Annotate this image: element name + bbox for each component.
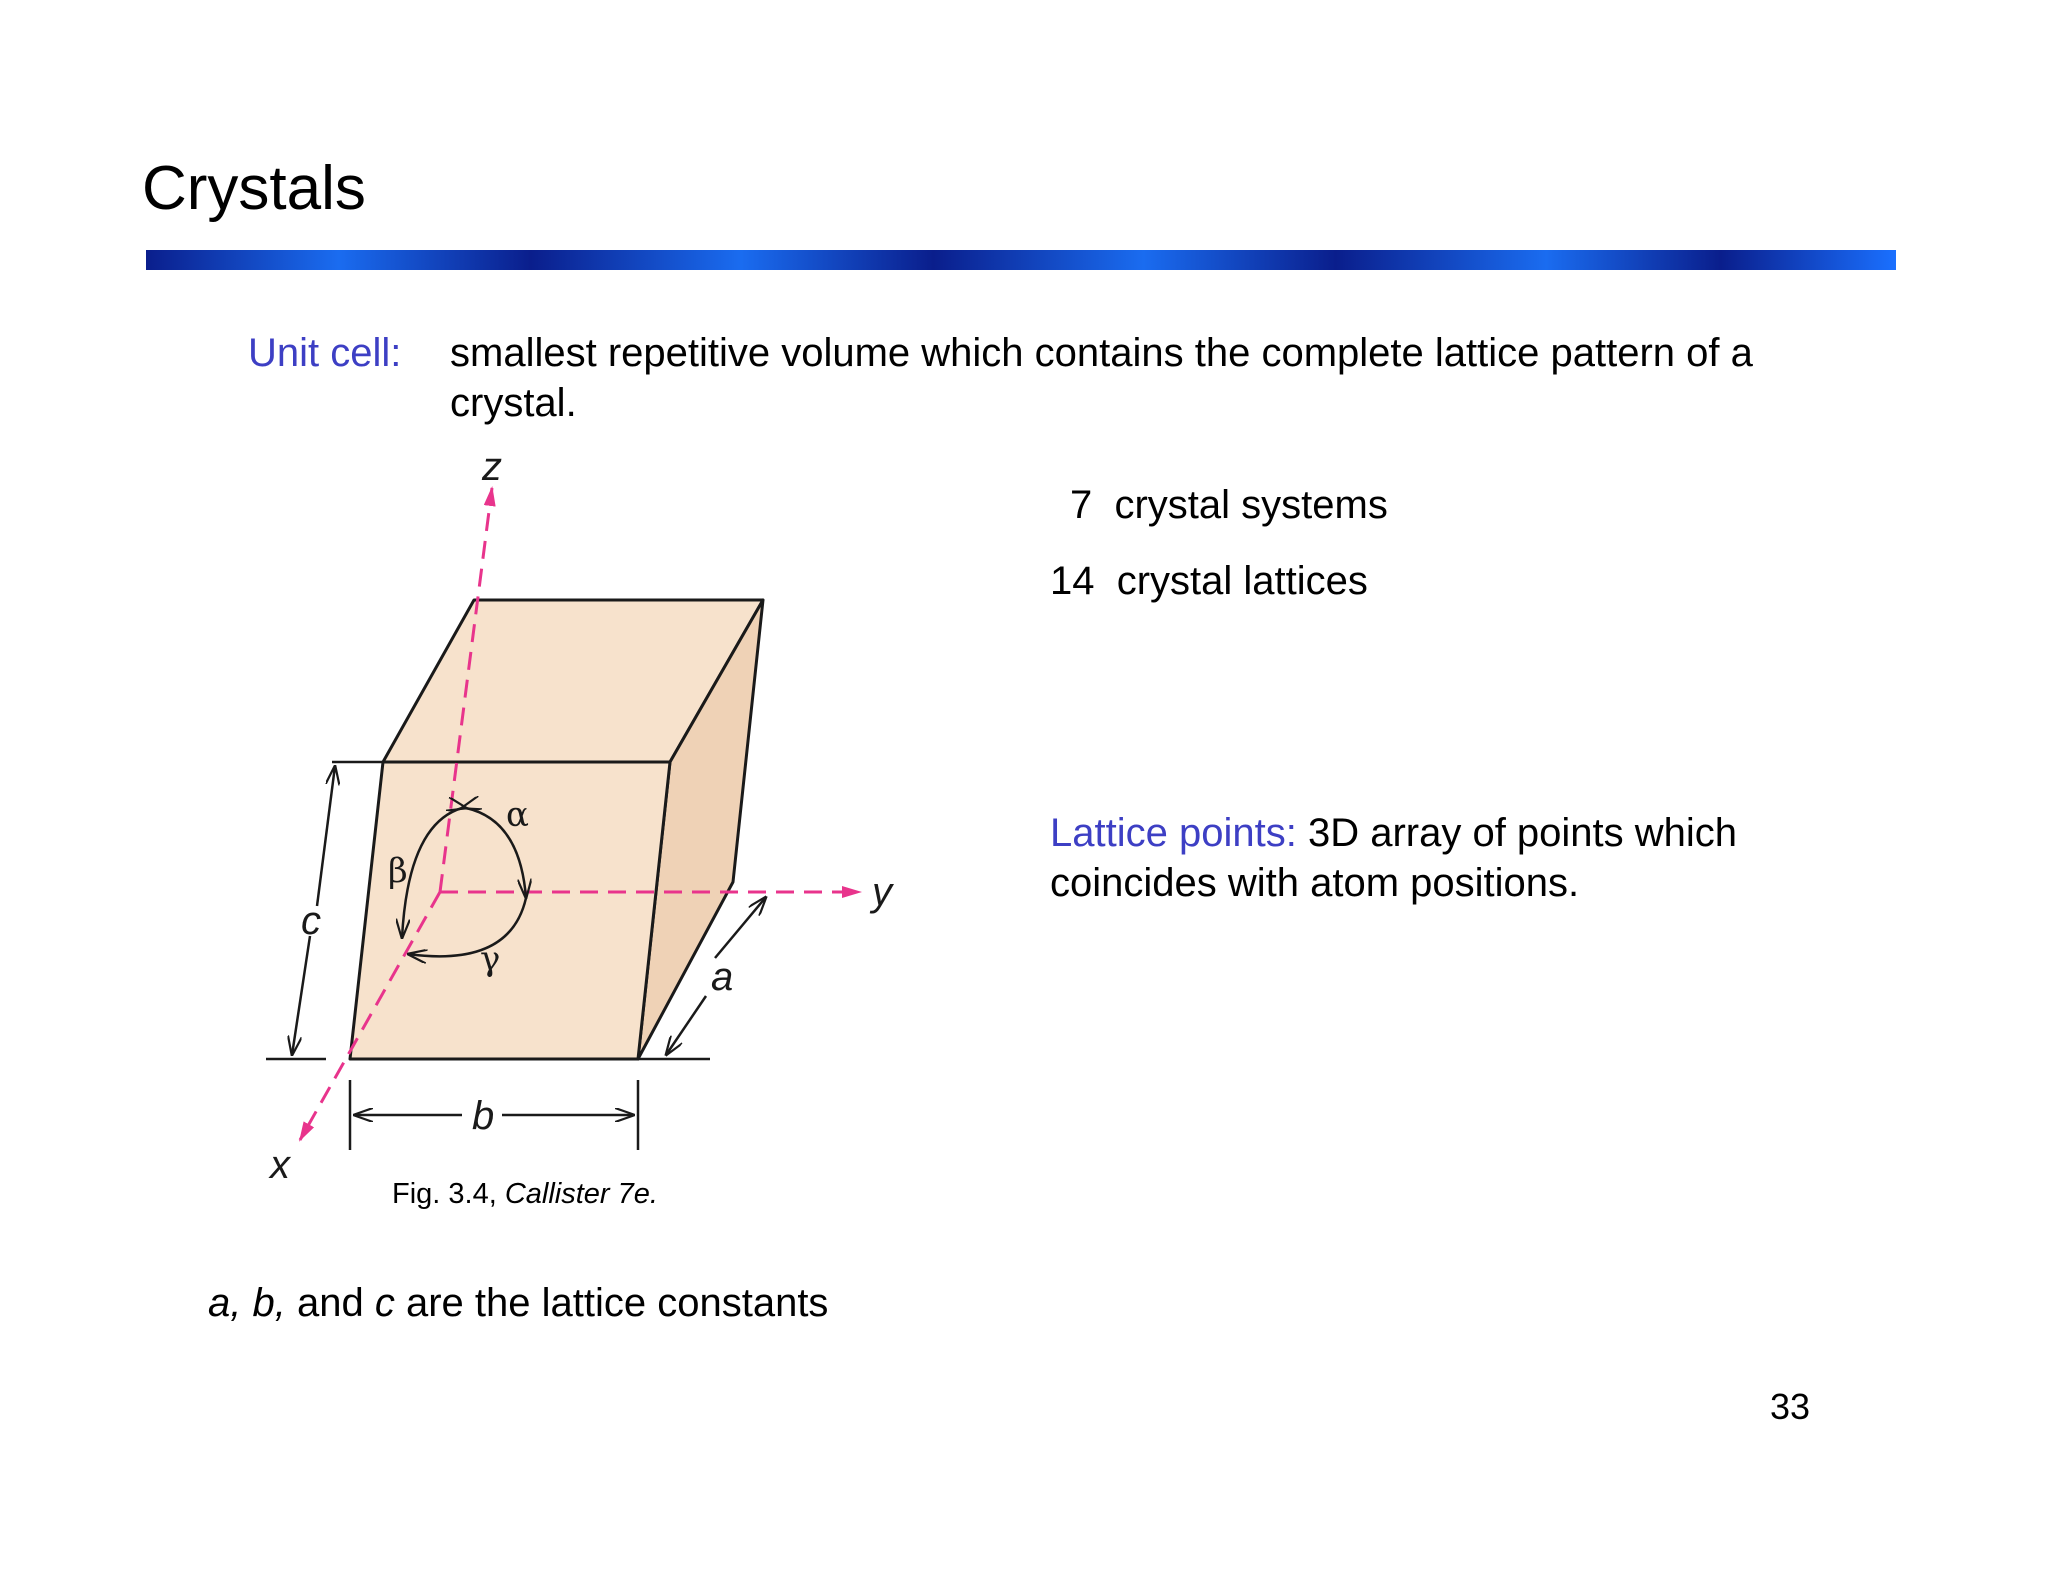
- stat-crystal-systems: [1070, 480, 1388, 530]
- a-arrow-up: [715, 897, 766, 958]
- stat-text: crystal lattices: [1116, 559, 1368, 603]
- slide-title: Crystals: [142, 154, 366, 223]
- stat-text: crystal systems: [1114, 483, 1388, 527]
- alpha-label: α: [506, 795, 529, 835]
- unit-cell-definition: smallest repetitive volume which contains the complete lattice pattern of a crystal.: [450, 331, 1753, 425]
- z-axis-label: z: [482, 450, 502, 489]
- lattice-points-label: Lattice points:: [1050, 811, 1297, 855]
- y-axis-label: y: [872, 870, 892, 914]
- b-label: b: [472, 1094, 495, 1138]
- stat-crystal-lattices: [1050, 556, 1368, 606]
- unit-cell-figure: [240, 450, 940, 1230]
- lattice-constants-note: [208, 1278, 828, 1328]
- stat-number: 7: [1070, 483, 1093, 527]
- unit-cell-label: Unit cell:: [248, 331, 402, 375]
- constant-a: a,: [208, 1281, 242, 1325]
- constant-b: b,: [252, 1281, 286, 1325]
- caption-source: Callister 7e.: [504, 1178, 658, 1210]
- c-arrow-down: [292, 936, 310, 1055]
- c-label: c: [301, 899, 321, 943]
- gamma-label: γ: [480, 939, 501, 979]
- a-arrow-down: [666, 996, 706, 1055]
- x-axis-label: x: [270, 1143, 290, 1187]
- beta-label: β: [388, 851, 408, 891]
- constant-and: and: [296, 1281, 364, 1325]
- constant-c: c: [374, 1281, 395, 1325]
- c-arrow-up: [317, 766, 335, 906]
- lattice-points-block: [1050, 808, 1870, 908]
- a-label: a: [711, 955, 734, 999]
- constants-rest: are the lattice constants: [405, 1281, 829, 1325]
- page-number: 33: [1770, 1386, 1811, 1427]
- lattice-points-definition: 3D array of points which coincides with atom positions.: [1050, 811, 1738, 905]
- caption-prefix: Fig. 3.4,: [392, 1178, 497, 1210]
- title-underline-bar: [146, 250, 1896, 270]
- stat-number: 14: [1050, 559, 1095, 603]
- figure-caption: [392, 1176, 658, 1212]
